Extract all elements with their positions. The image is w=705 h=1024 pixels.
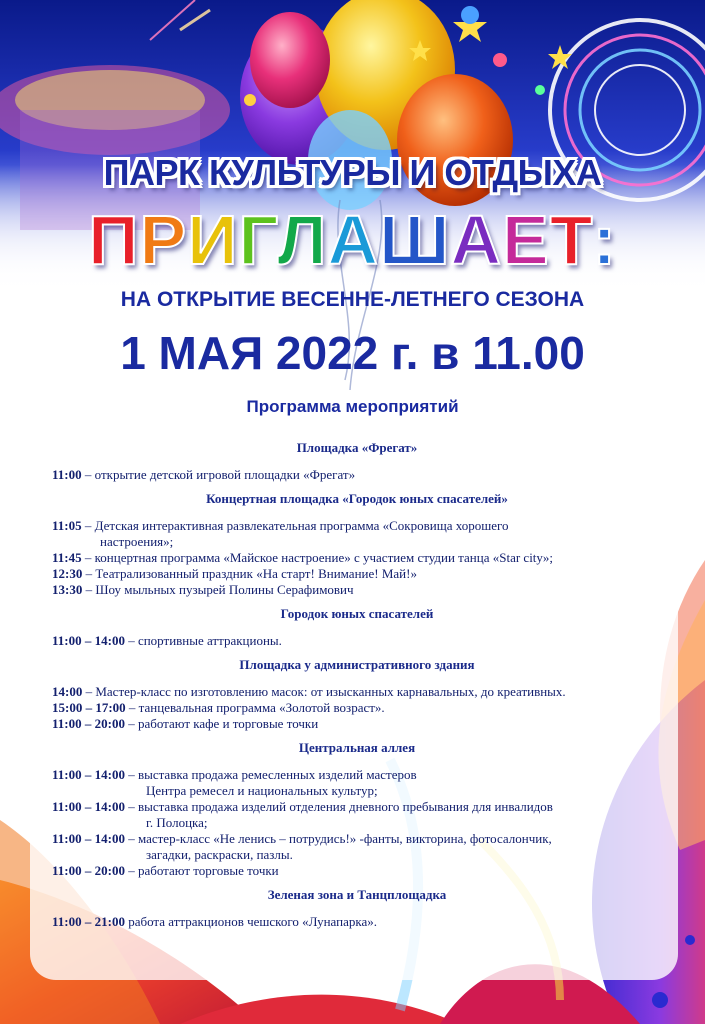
schedule-time: 11:00 – 20:00 [52, 863, 125, 878]
schedule-item [52, 799, 662, 815]
section-title: Площадка «Фрегат» [296, 440, 418, 455]
schedule-text-continued: загадки, раскраски, пазлы. [146, 847, 293, 862]
schedule-item [52, 716, 662, 732]
schedule-text: – спортивные аттракционы. [124, 633, 282, 648]
schedule-text: – открытие детской игровой площадки «Фрегат» [81, 467, 356, 482]
schedule-item [52, 684, 662, 700]
section-title: Концертная площадка «Городок юных спасателей» [206, 491, 508, 506]
invites-letter: П [88, 201, 140, 279]
schedule-item [52, 914, 662, 930]
schedule-item [52, 550, 662, 566]
schedule-text: – Мастер-класс по изготовлению масок: от изысканных карнавальных, до креативных. [82, 684, 566, 699]
schedule-text: – танцевальная программа «Золотой возраст». [125, 700, 385, 715]
schedule-item [52, 633, 662, 649]
schedule-text: – мастер-класс «Не ленись – потрудись!» -фанты, викторина, фотосалончик, [124, 831, 552, 846]
schedule-time: 11:00 [52, 467, 82, 482]
invites-letter: Г [238, 201, 278, 279]
invites-letter: Т [549, 201, 593, 279]
schedule-time: 12:30 [52, 566, 83, 581]
schedule-text: работа аттракционов чешского «Лунапарка». [124, 914, 377, 929]
schedule-text: – выставка продажа изделий отделения дневного пребывания для инвалидов [124, 799, 553, 814]
program-list [52, 440, 662, 930]
section-title: Зеленая зона и Танцплощадка [267, 887, 447, 902]
invites-letter: А [327, 201, 380, 279]
schedule-text: – концертная программа «Майское настроение» с участием студии танца «Star city»; [81, 550, 554, 565]
schedule-item [52, 582, 662, 598]
schedule-time: 11:05 [52, 518, 82, 533]
schedule-text: – Шоу мыльных пузырей Полины Серафимович [82, 582, 354, 597]
schedule-text: – Детская интерактивная развлекательная программа «Сокровища хорошего [81, 518, 509, 533]
park-title: ПАРК КУЛЬТУРЫ И ОТДЫХА [103, 152, 602, 193]
schedule-item [52, 767, 662, 783]
invites-letter: Е [502, 201, 550, 279]
schedule-text: – работают торговые точки [124, 863, 279, 878]
schedule-text-continued: настроения»; [100, 534, 174, 549]
schedule-time: 11:00 – 14:00 [52, 767, 125, 782]
invites-headline [0, 200, 705, 280]
schedule-time: 11:00 – 20:00 [52, 716, 125, 731]
schedule-text-continued: Центра ремесел и национальных культур; [146, 783, 378, 798]
schedule-text: – Театрализованный праздник «На старт! Внимание! Май!» [82, 566, 417, 581]
schedule-item [52, 863, 662, 879]
schedule-item [52, 831, 662, 847]
season-opening-subtitle: НА ОТКРЫТИЕ ВЕСЕННЕ-ЛЕТНЕГО СЕЗОНА [120, 288, 585, 311]
invites-letter: Л [277, 201, 328, 279]
schedule-time: 11:00 – 21:00 [52, 914, 125, 929]
schedule-item [52, 518, 662, 534]
schedule-time: 11:00 – 14:00 [52, 799, 125, 814]
event-date: 1 МАЯ 2022 г. в 11.00 [120, 327, 585, 379]
invites-letter: И [187, 201, 239, 279]
schedule-item [52, 467, 662, 483]
invites-letter: А [450, 201, 502, 279]
schedule-text-continued: г. Полоцка; [146, 815, 208, 830]
schedule-time: 15:00 – 17:00 [52, 700, 126, 715]
invites-letter: : [592, 201, 617, 279]
schedule-time: 11:00 – 14:00 [52, 633, 125, 648]
invites-letter: Ш [379, 201, 451, 279]
section-title: Городок юных спасателей [280, 606, 434, 621]
schedule-time: 11:45 [52, 550, 82, 565]
schedule-item [52, 566, 662, 582]
schedule-time: 11:00 – 14:00 [52, 831, 125, 846]
schedule-time: 13:30 [52, 582, 83, 597]
schedule-text: – выставка продажа ремесленных изделий мастеров [124, 767, 417, 782]
schedule-text: – работают кафе и торговые точки [124, 716, 319, 731]
schedule-item [52, 700, 662, 716]
invites-letter: Р [139, 201, 188, 279]
program-title: Программа мероприятий [246, 397, 459, 416]
section-title: Площадка у административного здания [239, 657, 475, 672]
section-title: Центральная аллея [298, 740, 416, 755]
schedule-time: 14:00 [52, 684, 83, 699]
